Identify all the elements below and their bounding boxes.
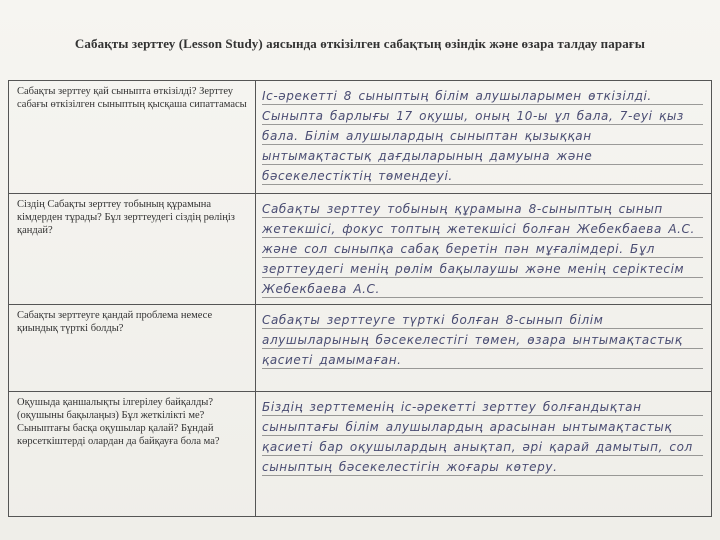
analysis-table: [8, 80, 712, 517]
handwritten-answer: Іс-әрекетті 8 сыныптың білім алушыларымен өткізілді. Сыныпта барлығы 17 оқушы, оның 10-ы ұл бала, 7-еуі қыз бала. Білім алушылардың сыныптан қызыққан ынтымақтастық дағдыларының дамуына және бәсекелестіктің төмендеуі.: [262, 85, 703, 186]
question-cell: Оқушыда қаншалықты ілгерілеу байқалды? (оқушыны бақылаңыз) Бұл жеткілікті ме? Сыныптағы басқа оқушылар қалай? Бұндай көрсеткіштерді олардан да байқауға бола ма?: [9, 392, 256, 517]
handwritten-answer: Біздің зерттеменің іс-әрекетті зерттеу болғандықтан сыныптағы білім алушылардың арасынан ынтымақтастық қасиеті бар оқушылардың анықтап, әрі қарай дамытып, сол сыныптың бәсекелестігін жоғары көтеру.: [262, 396, 703, 477]
question-cell: Сабақты зерттеуге қандай проблема немесе қиындық түрткі болды?: [9, 305, 256, 392]
page-title: Сабақты зерттеу (Lesson Study) аясында өткізілген сабақтың өзіндік және өзара талдау парағы: [74, 36, 646, 51]
table-row: [9, 81, 712, 194]
answer-cell: [256, 305, 712, 392]
answer-cell: [256, 81, 712, 194]
answer-cell: [256, 194, 712, 305]
question-cell: Сабақты зерттеу қай сыныпта өткізілді? Зерттеу сабағы өткізілген сыныптың қысқаша сипаттамасы: [9, 81, 256, 194]
table-row: [9, 305, 712, 392]
handwritten-answer: Сабақты зерттеуге түрткі болған 8-сынып білім алушыларының бәсекелестігі төмен, өзара ынтымақтастық қасиеті дамымаған.: [262, 309, 703, 370]
question-cell: Сіздің Сабақты зерттеу тобының құрамына кімдерден тұрады? Бұл зерттеудегі сіздің рөліңіз қандай?: [9, 194, 256, 305]
handwritten-answer: Сабақты зерттеу тобының құрамына 8-сыныптың сынып жетекшісі, фокус топтың жетекшісі болған Жебекбаева А.С. және сол сыныпқа сабақ беретін пән мұғалімдері. Бұл зерттеудегі менің рөлім бақылаушы және менің серіктесім Жебекбаева А.С.: [262, 198, 703, 299]
table-row: [9, 194, 712, 305]
answer-cell: [256, 392, 712, 517]
table-row: [9, 392, 712, 517]
